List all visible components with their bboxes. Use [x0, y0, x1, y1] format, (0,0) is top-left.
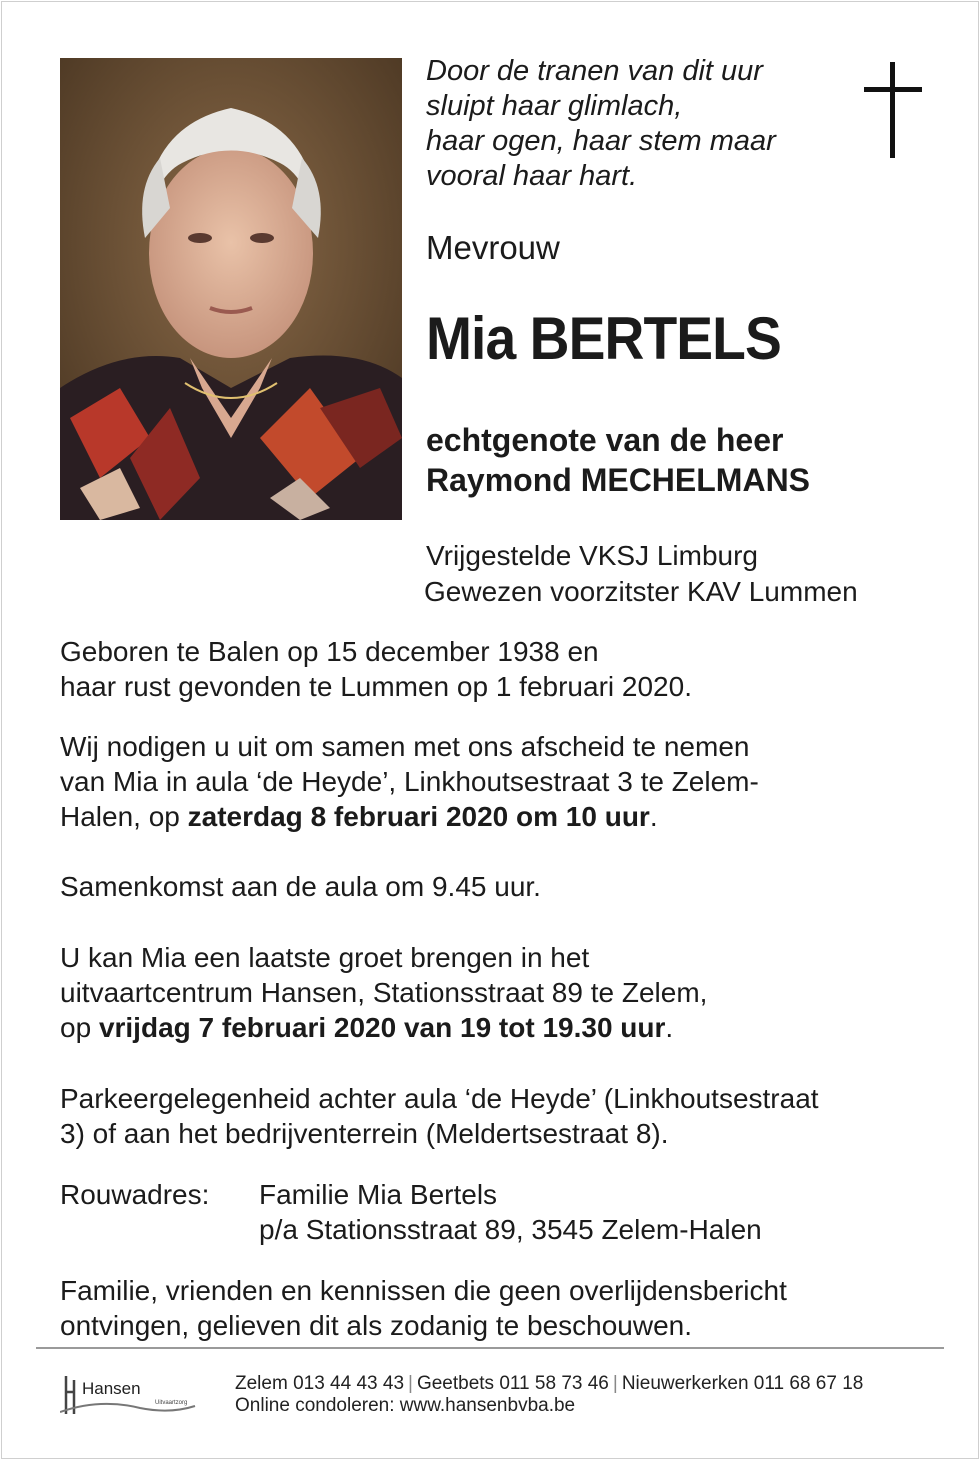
phone-geetbets: Geetbets 011 58 73 46	[416, 1373, 609, 1394]
poem-line: Door de tranen van dit uur	[426, 55, 763, 87]
logo-name: Hansen	[82, 1379, 141, 1398]
paragraph-line: haar rust gevonden te Lummen op 1 februari 2020.	[60, 671, 692, 702]
hansen-logo	[60, 1370, 200, 1420]
text-span: op	[60, 1012, 99, 1043]
text-span: .	[665, 1012, 674, 1043]
paragraph-line: Wij nodigen u uit om samen met ons afscheid te nemen	[60, 731, 750, 762]
poem-line: vooral haar hart.	[426, 160, 638, 192]
address-line: Familie Mia Bertels	[259, 1179, 498, 1210]
logo-sub: Uitvaartzorg	[155, 1400, 188, 1406]
paragraph-line: Familie, vrienden en kennissen die geen overlijdensbericht	[60, 1275, 787, 1306]
farewell-paragraph	[60, 940, 707, 1045]
birth-death-paragraph	[60, 634, 692, 704]
spouse-line-2: Raymond MECHELMANS	[426, 462, 811, 498]
paragraph-line: Parkeergelegenheid achter aula ‘de Heyde’ (Linkhoutsestraat	[60, 1083, 819, 1114]
separator: |	[612, 1373, 618, 1394]
spouse-line-1: echtgenote van de heer	[426, 422, 784, 458]
separator: |	[408, 1373, 413, 1394]
title-line-2: Gewezen voorzitster KAV Lummen	[424, 576, 858, 607]
paragraph-line: van Mia in aula ‘de Heyde’, Linkhoutsestraat 3 te Zelem-	[60, 766, 759, 797]
spouse-info	[426, 420, 810, 500]
title-line-1: Vrijgestelde VKSJ Limburg	[426, 540, 759, 571]
paragraph-line: 3) of aan het bedrijventerrein (Meldertsestraat 8).	[60, 1118, 669, 1149]
deceased-name: Mia BERTELS	[426, 305, 781, 372]
paragraph-line	[60, 799, 759, 834]
footer-online: Online condoleren: www.hansenbvba.be	[235, 1395, 576, 1416]
farewell-datetime: vrijdag 7 februari 2020 van 19 tot 19.30 uur	[98, 1012, 666, 1043]
poem-line: sluipt haar glimlach,	[426, 90, 683, 122]
phone-nieuwerkerken: Nieuwerkerken 011 68 67 18	[621, 1373, 864, 1394]
closing-paragraph	[60, 1273, 787, 1343]
ceremony-paragraph	[60, 729, 759, 834]
cross-icon	[864, 62, 922, 158]
paragraph-line: Geboren te Balen op 15 december 1938 en	[60, 636, 599, 667]
poem	[426, 54, 846, 194]
parking-paragraph	[60, 1081, 819, 1151]
paragraph-line: ontvingen, gelieven dit als zodanig te beschouwen.	[60, 1310, 692, 1341]
ceremony-datetime: zaterdag 8 februari 2020 om 10 uur	[187, 801, 650, 832]
salutation: Mevrouw	[426, 229, 560, 266]
address-line: p/a Stationsstraat 89, 3545 Zelem-Halen	[259, 1214, 762, 1245]
mourning-address-value	[259, 1177, 762, 1247]
paragraph-line: Samenkomst aan de aula om 9.45 uur.	[60, 871, 541, 902]
phone-zelem: Zelem 013 44 43 43	[235, 1373, 405, 1394]
titles	[424, 538, 858, 610]
paragraph-line	[60, 1010, 707, 1045]
portrait-photo	[60, 58, 402, 520]
paragraph-line: uitvaartcentrum Hansen, Stationsstraat 89 te Zelem,	[60, 977, 708, 1008]
gathering-paragraph	[60, 869, 541, 904]
divider	[36, 1347, 944, 1349]
poem-line: haar ogen, haar stem maar	[426, 125, 776, 157]
mourning-address-label: Rouwadres:	[60, 1179, 210, 1210]
footer	[235, 1373, 863, 1417]
paragraph-line: U kan Mia een laatste groet brengen in het	[60, 942, 590, 973]
text-span: Halen, op	[60, 801, 188, 832]
text-span: .	[649, 801, 658, 832]
footer-phones	[235, 1373, 863, 1395]
